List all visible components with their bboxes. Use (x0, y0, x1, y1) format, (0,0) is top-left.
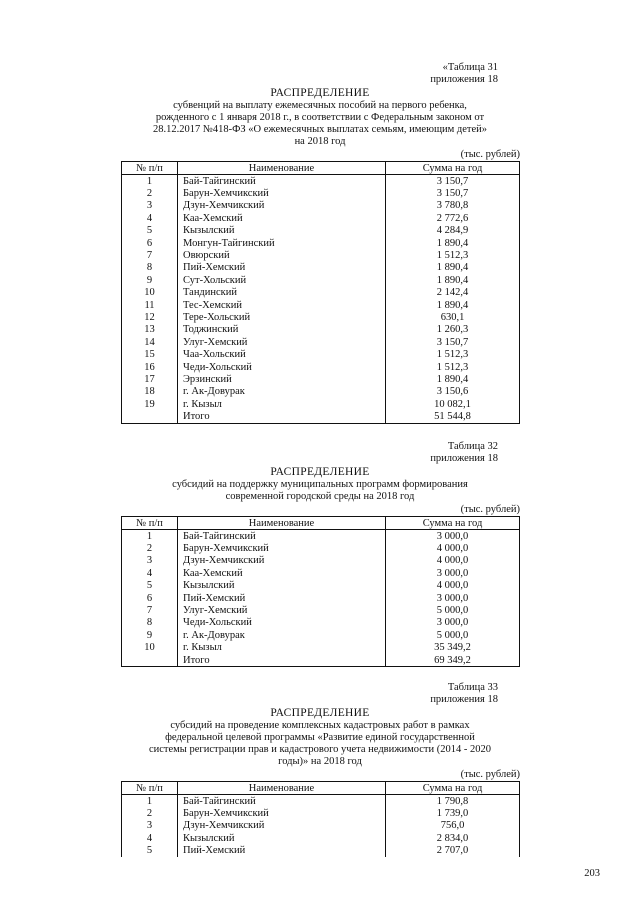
page-number: 203 (584, 868, 600, 879)
row-name: Барун-Хемчикский (178, 542, 386, 554)
table33-title: РАСПРЕДЕЛЕНИЕ (270, 707, 370, 719)
table33-reference (430, 682, 498, 706)
row-name: Тоджинский (178, 324, 386, 336)
row-sum: 5 000,0 (386, 604, 520, 616)
table33-ref-line2: приложения 18 (430, 694, 498, 705)
table-row (122, 642, 520, 654)
row-name: Улуг-Хемский (178, 336, 386, 348)
row-name: Каа-Хемский (178, 567, 386, 579)
table-row (122, 262, 520, 274)
table31-heading (118, 87, 522, 148)
row-sum: 1 260,3 (386, 324, 520, 336)
row-number (122, 654, 178, 667)
row-number: 7 (122, 604, 178, 616)
row-sum: 1 512,3 (386, 361, 520, 373)
row-sum: 2 707,0 (386, 845, 520, 857)
table-row (122, 361, 520, 373)
row-name: Тес-Хемский (178, 299, 386, 311)
row-sum: 69 349,2 (386, 654, 520, 667)
total-row (122, 654, 520, 667)
table33-ref-line1: Таблица 33 (447, 682, 498, 693)
row-name: Барун-Хемчикский (178, 807, 386, 819)
table-row (122, 311, 520, 323)
table-row (122, 373, 520, 385)
row-sum: 1 739,0 (386, 807, 520, 819)
row-sum: 2 142,4 (386, 287, 520, 299)
row-sum: 756,0 (386, 820, 520, 832)
row-name: Бай-Тайгинский (178, 795, 386, 808)
row-sum: 3 000,0 (386, 530, 520, 543)
row-sum: 10 082,1 (386, 398, 520, 410)
col-header-sum: Сумма на год (386, 517, 520, 530)
row-number: 5 (122, 225, 178, 237)
table31-ref-line1: «Таблица 31 (442, 62, 498, 73)
row-number: 13 (122, 324, 178, 336)
col-header-number: № п/п (122, 517, 178, 530)
row-sum: 1 512,3 (386, 348, 520, 360)
row-name: Дзун-Хемчикский (178, 555, 386, 567)
table33-units: (тыс. рублей) (460, 769, 520, 780)
row-name: Дзун-Хемчикский (178, 820, 386, 832)
row-number: 15 (122, 348, 178, 360)
table-row (122, 287, 520, 299)
row-sum: 1 512,3 (386, 249, 520, 261)
table-row (122, 336, 520, 348)
row-number (122, 410, 178, 423)
table-row (122, 604, 520, 616)
row-number: 4 (122, 832, 178, 844)
row-name: Чаа-Хольский (178, 348, 386, 360)
row-sum: 4 000,0 (386, 542, 520, 554)
table31-units: (тыс. рублей) (460, 149, 520, 160)
row-number: 2 (122, 187, 178, 199)
total-row (122, 410, 520, 423)
table33-heading (118, 707, 522, 768)
table-row (122, 348, 520, 360)
row-sum: 3 150,7 (386, 187, 520, 199)
table31-subtitle-line2: рожденного с 1 января 2018 г., в соответствии с Федеральным законом от (155, 112, 485, 123)
row-name: г. Кызыл (178, 398, 386, 410)
row-name: Тере-Хольский (178, 311, 386, 323)
row-sum: 3 150,7 (386, 175, 520, 188)
row-number: 16 (122, 361, 178, 373)
row-number: 3 (122, 555, 178, 567)
col-header-name: Наименование (178, 162, 386, 175)
row-number: 3 (122, 200, 178, 212)
table33-subtitle-line2: федеральной целевой программы «Развитие единой государственной (165, 732, 475, 743)
table-row (122, 580, 520, 592)
row-number: 9 (122, 629, 178, 641)
row-sum: 3 150,7 (386, 336, 520, 348)
row-name: Итого (178, 410, 386, 423)
row-name: Барун-Хемчикский (178, 187, 386, 199)
table-row (122, 237, 520, 249)
row-sum: 5 000,0 (386, 629, 520, 641)
table31 (121, 161, 520, 424)
table31-reference (430, 62, 498, 86)
table32-ref-line2: приложения 18 (430, 453, 498, 464)
table-row (122, 274, 520, 286)
table33-subtitle-line3: системы регистрации прав и кадастрового учета недвижимости (2014 - 2020 (148, 744, 492, 755)
row-number: 14 (122, 336, 178, 348)
row-name: Эрзинский (178, 373, 386, 385)
table31-ref-line2: приложения 18 (430, 74, 498, 85)
row-number: 11 (122, 299, 178, 311)
table-row (122, 542, 520, 554)
table-row (122, 324, 520, 336)
table32-subtitle-line1: субсидий на поддержку муниципальных программ формирования (172, 479, 468, 490)
table-row (122, 807, 520, 819)
table-row (122, 845, 520, 857)
row-sum: 3 000,0 (386, 617, 520, 629)
row-number: 4 (122, 212, 178, 224)
table32-units: (тыс. рублей) (460, 504, 520, 515)
table-row (122, 175, 520, 188)
row-number: 1 (122, 795, 178, 808)
row-name: Овюрский (178, 249, 386, 261)
row-number: 2 (122, 542, 178, 554)
row-name: г. Ак-Довурак (178, 386, 386, 398)
row-sum: 1 890,4 (386, 299, 520, 311)
row-number: 10 (122, 642, 178, 654)
table-row (122, 212, 520, 224)
row-sum: 2 772,6 (386, 212, 520, 224)
row-name: Монгун-Тайгинский (178, 237, 386, 249)
table-row (122, 386, 520, 398)
row-name: Дзун-Хемчикский (178, 200, 386, 212)
row-number: 8 (122, 262, 178, 274)
row-name: Бай-Тайгинский (178, 530, 386, 543)
row-name: Пий-Хемский (178, 262, 386, 274)
table32-ref-line1: Таблица 32 (447, 441, 498, 452)
col-header-name: Наименование (178, 782, 386, 795)
table31-subtitle-line4: на 2018 год (294, 136, 346, 147)
table32-reference (430, 441, 498, 465)
row-name: Сут-Хольский (178, 274, 386, 286)
table-row (122, 299, 520, 311)
row-number: 10 (122, 287, 178, 299)
row-number: 1 (122, 175, 178, 188)
table-row (122, 617, 520, 629)
col-header-number: № п/п (122, 162, 178, 175)
row-sum: 1 890,4 (386, 274, 520, 286)
col-header-sum: Сумма на год (386, 782, 520, 795)
row-number: 8 (122, 617, 178, 629)
row-sum: 4 000,0 (386, 580, 520, 592)
row-number: 1 (122, 530, 178, 543)
row-name: Пий-Хемский (178, 845, 386, 857)
row-sum: 1 890,4 (386, 262, 520, 274)
row-number: 17 (122, 373, 178, 385)
table-row (122, 629, 520, 641)
row-sum: 630,1 (386, 311, 520, 323)
table-row (122, 820, 520, 832)
row-name: Чеди-Хольский (178, 617, 386, 629)
row-sum: 1 890,4 (386, 237, 520, 249)
table33 (121, 781, 520, 857)
table33-subtitle-line4: годы)» на 2018 год (278, 756, 362, 767)
row-sum: 3 000,0 (386, 567, 520, 579)
table32-subtitle-line2: современной городской среды на 2018 год (225, 491, 415, 502)
table32-heading (118, 466, 522, 503)
table-row (122, 832, 520, 844)
table-row (122, 187, 520, 199)
table-row (122, 795, 520, 808)
row-sum: 1 790,8 (386, 795, 520, 808)
row-name: Кызылский (178, 580, 386, 592)
row-number: 6 (122, 592, 178, 604)
row-name: Чеди-Хольский (178, 361, 386, 373)
table-row (122, 555, 520, 567)
row-name: Каа-Хемский (178, 212, 386, 224)
col-header-name: Наименование (178, 517, 386, 530)
row-sum: 3 000,0 (386, 592, 520, 604)
row-sum: 2 834,0 (386, 832, 520, 844)
table32-title: РАСПРЕДЕЛЕНИЕ (270, 466, 370, 478)
table-row (122, 567, 520, 579)
row-name: Улуг-Хемский (178, 604, 386, 616)
row-name: Бай-Тайгинский (178, 175, 386, 188)
row-sum: 1 890,4 (386, 373, 520, 385)
row-number: 12 (122, 311, 178, 323)
row-number: 4 (122, 567, 178, 579)
row-number: 18 (122, 386, 178, 398)
row-name: г. Кызыл (178, 642, 386, 654)
row-name: Итого (178, 654, 386, 667)
row-sum: 3 780,8 (386, 200, 520, 212)
row-number: 5 (122, 580, 178, 592)
table-row (122, 200, 520, 212)
row-number: 6 (122, 237, 178, 249)
row-name: Пий-Хемский (178, 592, 386, 604)
row-name: г. Ак-Довурак (178, 629, 386, 641)
table31-subtitle-line3: 28.12.2017 №418-ФЗ «О ежемесячных выплатах семьям, имеющим детей» (152, 124, 488, 135)
table-row (122, 398, 520, 410)
row-sum: 4 000,0 (386, 555, 520, 567)
row-number: 3 (122, 820, 178, 832)
table-row (122, 225, 520, 237)
table33-subtitle-line1: субсидий на проведение комплексных кадастровых работ в рамках (170, 720, 470, 731)
row-number: 9 (122, 274, 178, 286)
table31-subtitle-line1: субвенций на выплату ежемесячных пособий на первого ребенка, (173, 100, 467, 111)
row-sum: 35 349,2 (386, 642, 520, 654)
row-sum: 51 544,8 (386, 410, 520, 423)
row-number: 7 (122, 249, 178, 261)
table-row (122, 249, 520, 261)
col-header-sum: Сумма на год (386, 162, 520, 175)
table-row (122, 592, 520, 604)
row-name: Кызылский (178, 225, 386, 237)
table31-title: РАСПРЕДЕЛЕНИЕ (270, 87, 370, 99)
row-name: Тандинский (178, 287, 386, 299)
row-number: 5 (122, 845, 178, 857)
row-sum: 4 284,9 (386, 225, 520, 237)
table32 (121, 516, 520, 667)
row-number: 19 (122, 398, 178, 410)
row-number: 2 (122, 807, 178, 819)
col-header-number: № п/п (122, 782, 178, 795)
row-name: Кызылский (178, 832, 386, 844)
table-row (122, 530, 520, 543)
row-sum: 3 150,6 (386, 386, 520, 398)
